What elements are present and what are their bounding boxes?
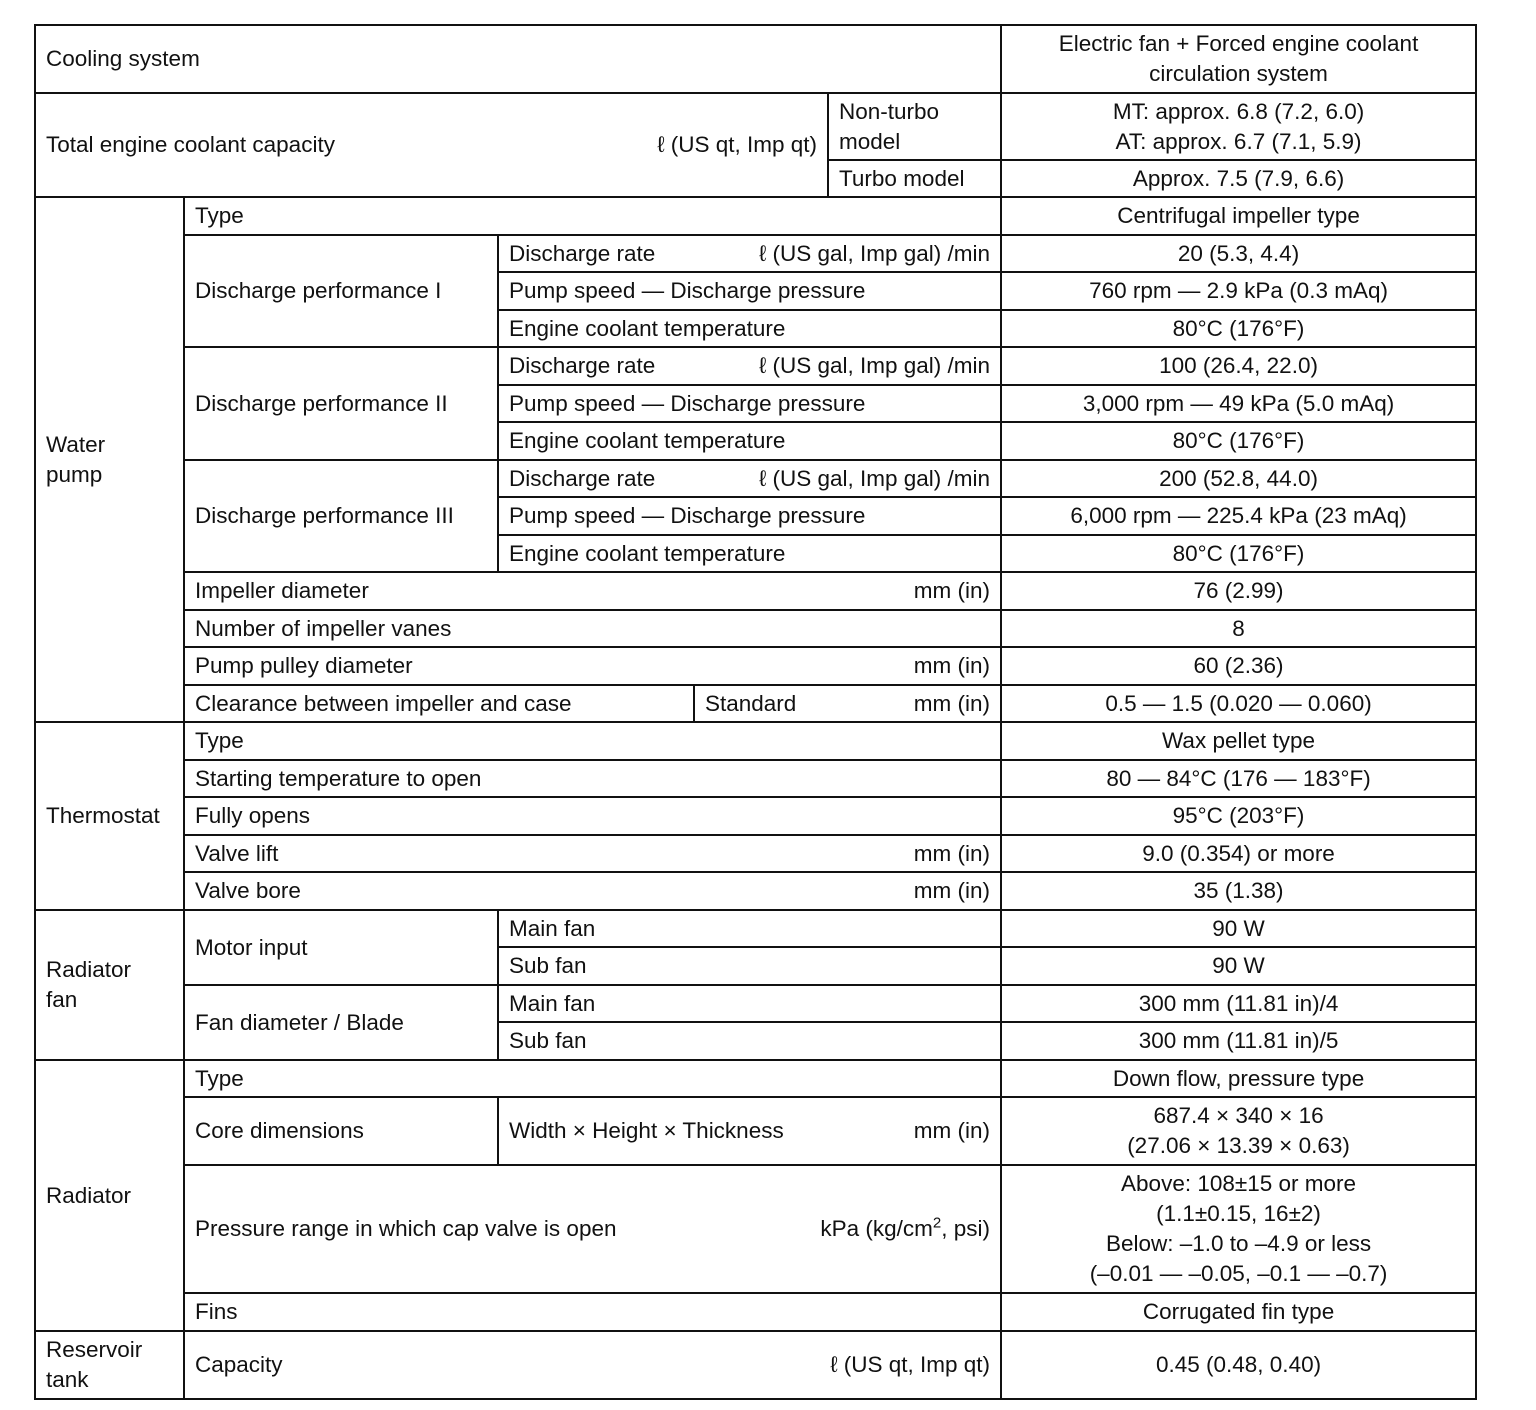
row-valve-bore — [35, 872, 1476, 910]
row-pump-pulley — [35, 647, 1476, 685]
perf1-pressure-label: Pump speed — Discharge pressure — [498, 272, 1001, 310]
perf3-rate-cell — [498, 460, 1001, 497]
water-pump-type-label: Type — [184, 197, 1001, 235]
thermostat-start-value: 80 — 84°C (176 — 183°F) — [1001, 760, 1476, 797]
turbo-label: Turbo model — [828, 160, 1001, 197]
motor-sub-label: Sub fan — [498, 947, 1001, 985]
valve-bore-value: 35 (1.38) — [1001, 872, 1476, 910]
row-coolant-non-turbo — [35, 93, 1476, 160]
water-pump-label — [35, 197, 184, 722]
row-fan-main — [35, 985, 1476, 1022]
turbo-value: Approx. 7.5 (7.9, 6.6) — [1001, 160, 1476, 197]
cooling-system-value-line2: circulation system — [1149, 61, 1328, 86]
perf1-rate-label: Discharge rate — [509, 240, 656, 266]
reservoir-capacity-label: Capacity — [195, 1352, 283, 1377]
row-core-dimensions — [35, 1097, 1476, 1165]
motor-main-value: 90 W — [1001, 910, 1476, 947]
row-fins — [35, 1293, 1476, 1331]
perf1-rate-unit: ℓ (US gal, Imp gal) /min — [758, 240, 991, 266]
thermostat-type-value: Wax pellet type — [1001, 722, 1476, 760]
cap-pressure-label: Pressure range in which cap valve is open — [195, 1216, 617, 1241]
thermostat-fully-opens-label: Fully opens — [184, 797, 1001, 835]
fan-main-label: Main fan — [498, 985, 1001, 1022]
valve-bore-cell — [184, 872, 1001, 910]
row-reservoir — [35, 1331, 1476, 1399]
thermostat-label: Thermostat — [35, 722, 184, 910]
cap-value-line3: Below: –1.0 to –4.9 or less — [1105, 1231, 1372, 1256]
row-valve-lift — [35, 835, 1476, 872]
coolant-capacity-cell — [35, 93, 828, 197]
fins-value: Corrugated fin type — [1001, 1293, 1476, 1331]
valve-lift-value: 9.0 (0.354) or more — [1001, 835, 1476, 872]
fan-main-value: 300 mm (11.81 in)/4 — [1001, 985, 1476, 1022]
perf1-rate-cell — [498, 235, 1001, 272]
perf3-label: Discharge performance III — [184, 460, 498, 572]
reservoir-label-line1: Reservoir — [46, 1337, 143, 1362]
reservoir-label-line2: tank — [46, 1367, 89, 1392]
clearance-sub-cell — [694, 685, 1001, 722]
reservoir-label — [35, 1331, 184, 1399]
water-pump-label-line2: pump — [46, 461, 103, 487]
non-turbo-value — [1001, 93, 1476, 160]
cap-value-line4: (–0.01 — –0.05, –0.1 — –0.7) — [1089, 1261, 1388, 1286]
row-thermostat-fully-opens — [35, 797, 1476, 835]
perf2-label: Discharge performance II — [184, 347, 498, 460]
impeller-diameter-value: 76 (2.99) — [1001, 572, 1476, 610]
row-impeller-diameter — [35, 572, 1476, 610]
reservoir-capacity-value: 0.45 (0.48, 0.40) — [1001, 1331, 1476, 1399]
water-pump-label-line1: Water — [46, 431, 106, 457]
perf2-temp-value: 80°C (176°F) — [1001, 422, 1476, 460]
perf2-pressure-label: Pump speed — Discharge pressure — [498, 385, 1001, 422]
radiator-type-label: Type — [184, 1060, 1001, 1097]
valve-bore-label: Valve bore — [195, 878, 301, 903]
core-value-line1: 687.4 × 340 × 16 — [1153, 1103, 1324, 1128]
valve-lift-label: Valve lift — [195, 840, 279, 866]
clearance-value: 0.5 — 1.5 (0.020 — 0.060) — [1001, 685, 1476, 722]
perf3-rate-label: Discharge rate — [509, 465, 656, 491]
perf1-temp-label: Engine coolant temperature — [498, 310, 1001, 347]
pump-pulley-unit: mm (in) — [913, 653, 991, 678]
cooling-spec-table — [34, 24, 1477, 1400]
cap-unit-post: , psi) — [941, 1216, 991, 1241]
clearance-unit: mm (in) — [913, 690, 991, 716]
valve-bore-unit: mm (in) — [913, 878, 991, 903]
cap-pressure-cell — [184, 1165, 1001, 1293]
pump-pulley-value: 60 (2.36) — [1001, 647, 1476, 685]
thermostat-start-label: Starting temperature to open — [184, 760, 1001, 797]
fan-diameter-label: Fan diameter / Blade — [184, 985, 498, 1060]
impeller-diameter-label: Impeller diameter — [195, 578, 369, 603]
cooling-system-label: Cooling system — [35, 25, 1001, 93]
motor-input-label: Motor input — [184, 910, 498, 985]
perf3-rate-value: 200 (52.8, 44.0) — [1001, 460, 1476, 497]
non-turbo-label-line1: Non-turbo — [839, 98, 940, 124]
radiator-fan-label — [35, 910, 184, 1060]
radiator-label: Radiator — [35, 1060, 184, 1331]
core-value — [1001, 1097, 1476, 1165]
cap-unit-sup: 2 — [932, 1214, 942, 1232]
cooling-system-value-line1: Electric fan + Forced engine coolant — [1058, 31, 1419, 56]
perf3-temp-value: 80°C (176°F) — [1001, 535, 1476, 572]
fan-sub-value: 300 mm (11.81 in)/5 — [1001, 1022, 1476, 1060]
non-turbo-value-line2: AT: approx. 6.7 (7.1, 5.9) — [1115, 128, 1362, 154]
impeller-diameter-cell — [184, 572, 1001, 610]
perf2-rate-cell — [498, 347, 1001, 385]
perf1-temp-value: 80°C (176°F) — [1001, 310, 1476, 347]
cap-pressure-unit — [820, 1214, 990, 1244]
motor-main-label: Main fan — [498, 910, 1001, 947]
water-pump-type-value: Centrifugal impeller type — [1001, 197, 1476, 235]
coolant-capacity-label: Total engine coolant capacity — [46, 132, 335, 157]
cooling-system-value — [1001, 25, 1476, 93]
cap-pressure-value — [1001, 1165, 1476, 1293]
row-clearance — [35, 685, 1476, 722]
row-cooling-system — [35, 25, 1476, 93]
non-turbo-label-line2: model — [839, 128, 901, 154]
radiator-fan-label-line1: Radiator — [46, 957, 132, 982]
coolant-capacity-unit: ℓ (US qt, Imp qt) — [657, 132, 817, 157]
core-sub-cell — [498, 1097, 1001, 1165]
reservoir-capacity-cell — [184, 1331, 1001, 1399]
clearance-sub-label: Standard — [705, 690, 797, 716]
cap-unit-pre: kPa (kg/cm — [820, 1216, 933, 1241]
cap-value-line1: Above: 108±15 or more — [1121, 1171, 1357, 1196]
row-motor-main — [35, 910, 1476, 947]
perf2-rate-unit: ℓ (US gal, Imp gal) /min — [758, 353, 991, 378]
thermostat-type-label: Type — [184, 722, 1001, 760]
perf3-pressure-value: 6,000 rpm — 225.4 kPa (23 mAq) — [1001, 497, 1476, 535]
pump-pulley-label: Pump pulley diameter — [195, 653, 413, 678]
row-impeller-vanes — [35, 610, 1476, 647]
fan-sub-label: Sub fan — [498, 1022, 1001, 1060]
core-value-line2: (27.06 × 13.39 × 0.63) — [1127, 1133, 1350, 1158]
perf3-rate-unit: ℓ (US gal, Imp gal) /min — [758, 465, 991, 491]
perf2-rate-label: Discharge rate — [509, 353, 656, 378]
row-perf2-rate — [35, 347, 1476, 385]
row-thermostat-start — [35, 760, 1476, 797]
perf2-pressure-value: 3,000 rpm — 49 kPa (5.0 mAq) — [1001, 385, 1476, 422]
fins-label: Fins — [184, 1293, 1001, 1331]
row-radiator-type — [35, 1060, 1476, 1097]
impeller-vanes-value: 8 — [1001, 610, 1476, 647]
row-cap-pressure — [35, 1165, 1476, 1293]
perf3-pressure-label: Pump speed — Discharge pressure — [498, 497, 1001, 535]
clearance-label: Clearance between impeller and case — [184, 685, 694, 722]
impeller-diameter-unit: mm (in) — [913, 578, 991, 603]
perf2-temp-label: Engine coolant temperature — [498, 422, 1001, 460]
row-perf1-rate — [35, 235, 1476, 272]
core-label: Core dimensions — [184, 1097, 498, 1165]
valve-lift-cell — [184, 835, 1001, 872]
perf3-temp-label: Engine coolant temperature — [498, 535, 1001, 572]
core-sub-label: Width × Height × Thickness — [509, 1118, 784, 1143]
perf1-rate-value: 20 (5.3, 4.4) — [1001, 235, 1476, 272]
pump-pulley-cell — [184, 647, 1001, 685]
non-turbo-value-line1: MT: approx. 6.8 (7.2, 6.0) — [1112, 98, 1365, 124]
cap-value-line2: (1.1±0.15, 16±2) — [1156, 1201, 1321, 1226]
impeller-vanes-label: Number of impeller vanes — [184, 610, 1001, 647]
motor-sub-value: 90 W — [1001, 947, 1476, 985]
row-thermostat-type — [35, 722, 1476, 760]
row-perf3-rate — [35, 460, 1476, 497]
radiator-fan-label-line2: fan — [46, 987, 78, 1012]
core-unit: mm (in) — [913, 1118, 991, 1143]
radiator-type-value: Down flow, pressure type — [1001, 1060, 1476, 1097]
row-water-pump-type — [35, 197, 1476, 235]
non-turbo-label — [828, 93, 1001, 160]
perf1-pressure-value: 760 rpm — 2.9 kPa (0.3 mAq) — [1001, 272, 1476, 310]
thermostat-fully-opens-value: 95°C (203°F) — [1001, 797, 1476, 835]
perf2-rate-value: 100 (26.4, 22.0) — [1001, 347, 1476, 385]
valve-lift-unit: mm (in) — [913, 840, 991, 866]
reservoir-capacity-unit: ℓ (US qt, Imp qt) — [830, 1352, 991, 1377]
perf1-label: Discharge performance I — [184, 235, 498, 347]
